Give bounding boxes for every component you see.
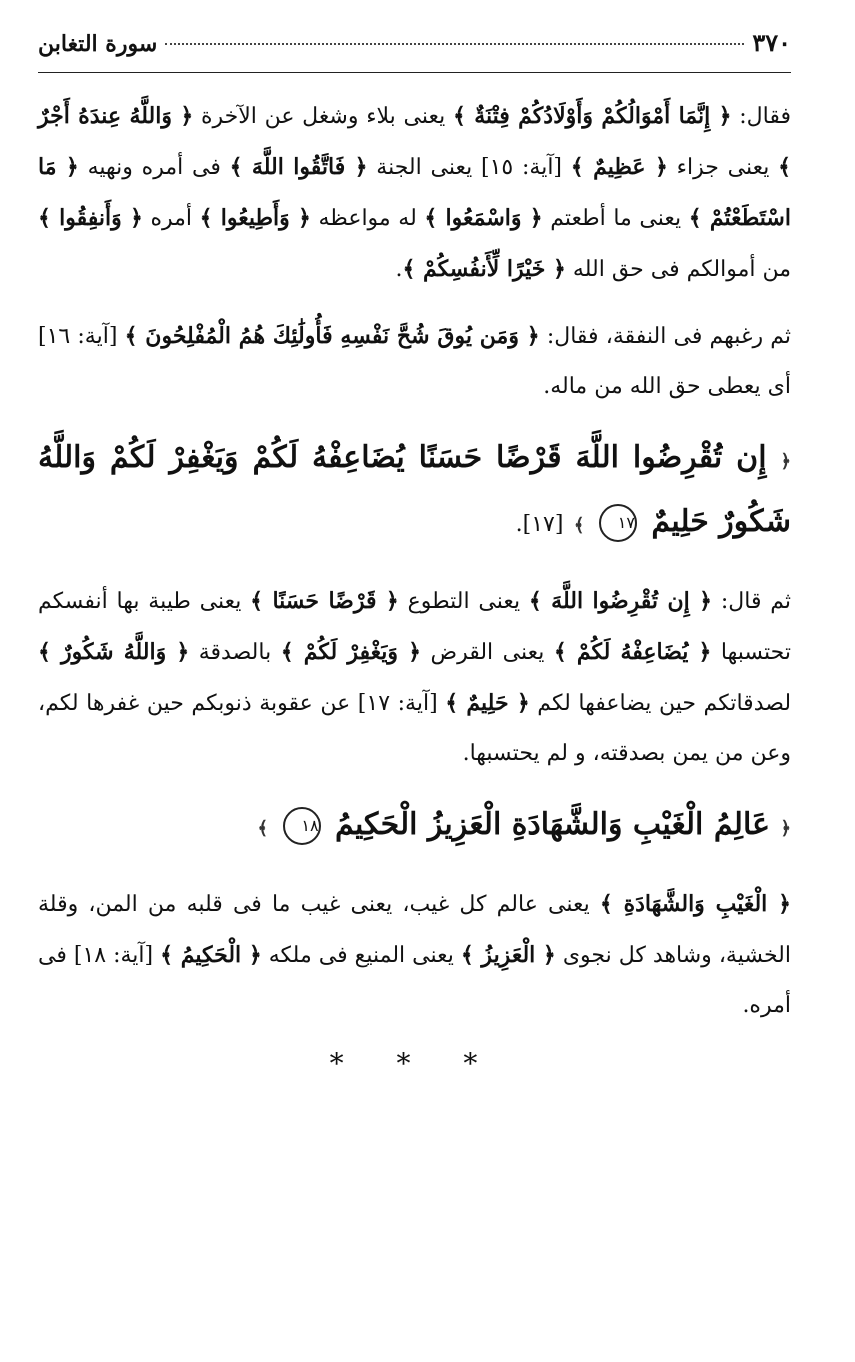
commentary-text: يعنى ما أطعتم (542, 206, 689, 231)
quran-quote: ﴿ الْحَكِيمُ ﴾ (160, 942, 262, 968)
commentary-paragraph-3 (38, 576, 791, 779)
commentary-text: لصدقاتكم حين يضاعفها لكم (529, 691, 792, 716)
quran-quote: ﴿ وَأَنفِقُوا ﴾ (38, 205, 143, 231)
verse-text: إِن تُقْرِضُوا اللَّهَ قَرْضًا حَسَنًا يُضَاعِفْهُ لَكُمْ وَيَغْفِرْ لَكُمْ وَاللَّهُ شَكُورٌ حَلِيمٌ (38, 440, 791, 539)
quran-quote: ﴿ الْعَزِيزُ ﴾ (460, 942, 556, 968)
commentary-text: له مواعظه (310, 206, 425, 231)
commentary-text: يعنى جزاء (667, 155, 779, 180)
verse-open-ornament: ﴿ (780, 451, 791, 472)
commentary-text: يعنى طيبة بها أنفسكم تحتسبها (38, 589, 791, 665)
commentary-text: يعنى التطوع (398, 589, 529, 614)
verse-close-ornament: ﴾ (257, 818, 269, 839)
commentary-text: فقال: (731, 104, 792, 129)
commentary-text: من أموالكم فى حق الله (565, 257, 791, 282)
commentary-text: ثم قال: (712, 589, 791, 614)
quran-quote: ﴿ عَظِيمٌ ﴾ (570, 154, 668, 180)
commentary-text: فى أمره ونهيه (78, 155, 230, 180)
verse-open-ornament: ﴿ (780, 818, 791, 839)
quran-quote: ﴿ وَمَن يُوقَ شُحَّ نَفْسِهِ فَأُولَٰئِكَ هُمُ الْمُفْلِحُونَ ﴾ (124, 323, 540, 349)
header-leader-dots (165, 43, 744, 45)
quran-quote: ﴿ وَاللَّهُ شَكُورٌ ﴾ (38, 639, 190, 665)
page-number: ٣٧٠ (752, 28, 791, 57)
quran-quote: ﴿ مَا اسْتَطَعْتُمْ ﴾ (38, 154, 791, 231)
surah-title: سورة التغابن (38, 31, 158, 57)
quran-quote: ﴿ إِنَّمَا أَمْوَالُكُمْ وَأَوْلَادُكُمْ فِتْنَةٌ ﴾ (452, 103, 732, 129)
quran-quote: ﴿ الْغَيْبِ وَالشَّهَادَةِ ﴾ (599, 891, 791, 917)
verse-text: عَالِمُ الْغَيْبِ وَالشَّهَادَةِ الْعَزِيزُ الْحَكِيمُ (335, 807, 770, 842)
quran-verse-17 (38, 428, 791, 556)
quran-verse-18 (38, 795, 791, 859)
verse-number-badge: ١٨ (283, 807, 321, 845)
commentary-text: بالصدقة (189, 640, 281, 665)
commentary-text: [آية: ١٦] أى يعطى حق الله من ماله. (38, 324, 791, 399)
commentary-text: [آية: ١٥] يعنى الجنة (367, 155, 571, 180)
commentary-paragraph-2 (38, 311, 791, 412)
verse-number-badge: ١٧ (599, 504, 637, 542)
quran-quote: ﴿ خَيْرًا لِّأَنفُسِكُمْ ﴾ (402, 256, 566, 282)
commentary-text: يعنى عالم كل غيب، يعنى غيب ما فى قلبه من المن، وقلة الخشية، وشاهد كل نجوى (38, 892, 791, 968)
commentary-text: يعنى المنيع فى ملكه (261, 943, 461, 968)
commentary-paragraph-4 (38, 879, 791, 1031)
quran-quote: ﴿ وَيَغْفِرْ لَكُمْ ﴾ (280, 639, 421, 665)
quran-quote: ﴿ وَاسْمَعُوا ﴾ (424, 205, 543, 231)
quran-quote: ﴿ يُضَاعِفْهُ لَكُمْ ﴾ (553, 639, 712, 665)
commentary-text: يعنى بلاء وشغل عن الآخرة (193, 104, 453, 129)
quran-quote: ﴿ حَلِيمٌ ﴾ (445, 690, 530, 716)
verse-close-ornament: ﴾ (573, 515, 585, 536)
commentary-text: ثم رغبهم فى النفقة، فقال: (539, 324, 792, 349)
commentary-text: يعنى القرض (421, 640, 554, 665)
commentary-text: [آية: ١٨] فى أمره. (38, 943, 791, 1018)
commentary-paragraph-1 (38, 91, 791, 295)
commentary-text: [آية: ١٧] عن عقوبة ذنوبكم حين غفرها لكم، وعن من يمن بصدقته، و لم يحتسبها. (38, 691, 791, 766)
page-header (38, 28, 791, 73)
quran-quote: ﴿ وَاللَّهُ عِندَهُ أَجْرٌ ﴾ (38, 103, 791, 180)
quran-quote: ﴿ وَأَطِيعُوا ﴾ (199, 205, 311, 231)
quran-quote: ﴿ فَاتَّقُوا اللَّهَ ﴾ (229, 154, 368, 180)
verse-reference: [١٧]. (515, 512, 564, 537)
section-separator: * * * (329, 1047, 500, 1080)
quran-quote: ﴿ قَرْضًا حَسَنًا ﴾ (250, 588, 399, 614)
commentary-text: أمره (142, 206, 200, 231)
commentary-text: . (395, 257, 403, 282)
quran-quote: ﴿ إِن تُقْرِضُوا اللَّهَ ﴾ (528, 588, 713, 614)
